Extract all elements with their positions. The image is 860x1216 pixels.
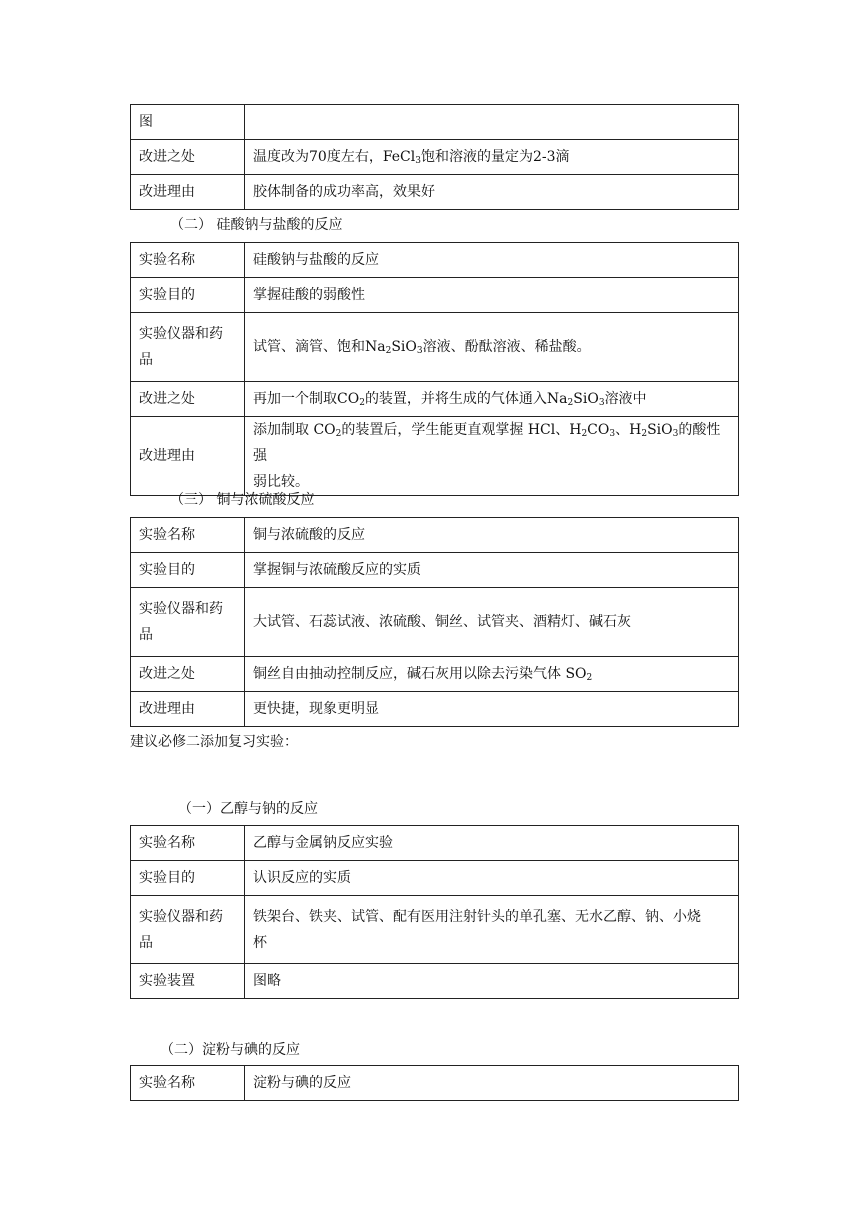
table-row (131, 692, 739, 727)
table-row (131, 243, 739, 278)
table-row (131, 861, 739, 896)
table-row (131, 140, 739, 175)
table-ferric-colloid (130, 104, 739, 210)
row-value: 试管、滴管、饱和$Na_2SiO_3$溶液、酚酞溶液、稀盐酸。 (245, 313, 739, 382)
row-key: 实验目的 (131, 553, 245, 588)
row-key: 改进理由 (131, 417, 245, 496)
row-value: 掌握铜与浓硫酸反应的实质 (245, 553, 739, 588)
row-value: 大试管、石蕊试液、浓硫酸、铜丝、试管夹、酒精灯、碱石灰 (245, 588, 739, 657)
row-value: 图略 (245, 964, 739, 999)
row-key: 实验目的 (131, 278, 245, 313)
note-text: 建议必修二添加复习实验： (130, 734, 298, 750)
table-row (131, 896, 739, 964)
table-row (131, 1066, 739, 1101)
row-key: 改进之处 (131, 657, 245, 692)
row-key: 实验仪器和药 品 (131, 896, 245, 964)
table-row (131, 553, 739, 588)
row-value: 铁架台、铁夹、试管、配有医用注射针头的单孔塞、无水乙醇、钠、小烧 杯 (245, 896, 739, 964)
table-copper-acid (130, 517, 739, 727)
row-key: 改进之处 (131, 140, 245, 175)
row-value: 更快捷，现象更明显 (245, 692, 739, 727)
section-heading: （二） 硅酸钠与盐酸的反应 (170, 217, 343, 233)
row-value: 温度改为70度左右，FeCl$_3$饱和溶液的量定为2-3滴 (245, 140, 739, 175)
row-key: 实验名称 (131, 518, 245, 553)
row-value: 铜与浓硫酸的反应 (245, 518, 739, 553)
table-row (131, 382, 739, 417)
section-heading: （一）乙醇与钠的反应 (178, 801, 318, 817)
table-row (131, 278, 739, 313)
table-row (131, 417, 739, 496)
row-key: 实验名称 (131, 826, 245, 861)
row-value: 掌握硅酸的弱酸性 (245, 278, 739, 313)
row-key: 改进理由 (131, 175, 245, 210)
table-row (131, 964, 739, 999)
table-row (131, 518, 739, 553)
row-value (245, 105, 739, 140)
row-key: 改进理由 (131, 692, 245, 727)
table-row (131, 105, 739, 140)
row-key: 实验目的 (131, 861, 245, 896)
section-heading: （二）淀粉与碘的反应 (160, 1042, 300, 1058)
table-row (131, 826, 739, 861)
row-value: 铜丝自由抽动控制反应，碱石灰用以除去污染气体 $SO_2$ (245, 657, 739, 692)
row-key: 图 (131, 105, 245, 140)
table-ethanol-sodium (130, 825, 739, 999)
section-heading: （三） 铜与浓硫酸反应 (170, 492, 315, 508)
table-row (131, 588, 739, 657)
row-key: 实验名称 (131, 243, 245, 278)
row-key: 实验装置 (131, 964, 245, 999)
row-value: 认识反应的实质 (245, 861, 739, 896)
row-value: 淀粉与碘的反应 (245, 1066, 739, 1101)
row-key: 实验仪器和药 品 (131, 588, 245, 657)
table-starch-iodine (130, 1065, 739, 1101)
row-value: 硅酸钠与盐酸的反应 (245, 243, 739, 278)
table-sodium-silicate (130, 242, 739, 496)
row-value: 再加一个制取$CO_2$的装置，并将生成的气体通入$Na_2SiO_3$溶液中 (245, 382, 739, 417)
row-key: 实验仪器和药 品 (131, 313, 245, 382)
row-value: 胶体制备的成功率高，效果好 (245, 175, 739, 210)
table-row (131, 313, 739, 382)
row-key: 实验名称 (131, 1066, 245, 1101)
table-row (131, 175, 739, 210)
row-value: 乙醇与金属钠反应实验 (245, 826, 739, 861)
row-key: 改进之处 (131, 382, 245, 417)
row-value: 添加制取 $CO_2$的装置后，学生能更直观掌握 HCl、$H_2CO_3$、$H_2SiO_3$的酸性强 弱比较。 (245, 417, 739, 496)
table-row (131, 657, 739, 692)
